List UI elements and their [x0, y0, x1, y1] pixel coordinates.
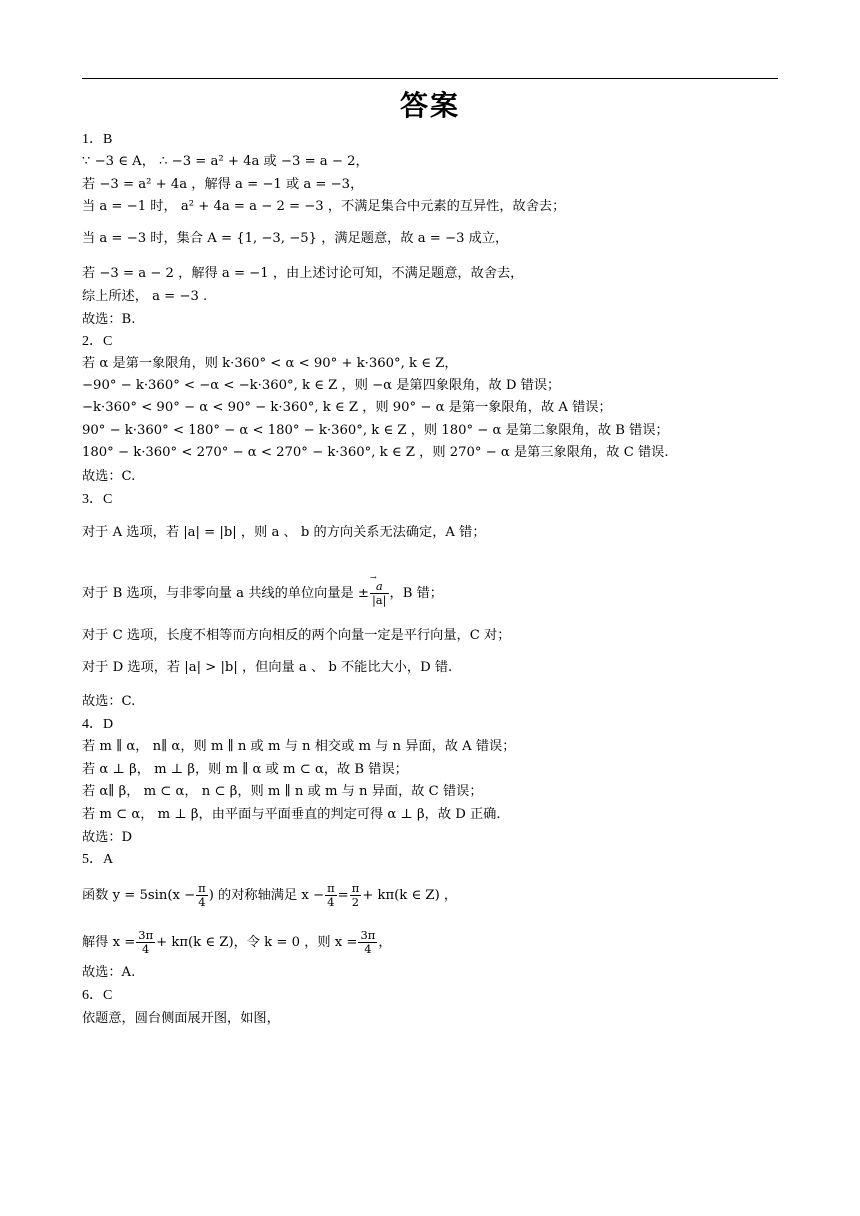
q1-line-4: 当 a = −3 时，集合 A = {1, −3, −5} ，满足题意，故 a = −3 成立，: [82, 231, 509, 246]
q4-answer: 4．D: [82, 717, 114, 732]
q3-line-2-text-a: 对于 B 选项，与非零向量 a 共线的单位向量是 ±: [82, 586, 369, 601]
fraction-numerator: → a: [370, 580, 389, 594]
fraction-numerator: 3π: [138, 928, 154, 942]
q5-line-1-text-d: + kπ(k ∈ Z) ，: [362, 888, 458, 903]
q2-line-5: 180° − k·360° < 270° − α < 270° − k·360°, k ∈ Z ，则 270° − α 是第三象限角，故 C 错误.: [82, 445, 669, 460]
pi-over-4-fraction: [325, 882, 337, 909]
fraction-numerator: 3π: [360, 928, 376, 942]
q5-line-2-text-c: ，: [378, 935, 392, 950]
pi-over-4-fraction: [196, 882, 208, 909]
q6-answer: 6．C: [82, 988, 113, 1003]
q1-line-2: 若 −3 = a² + 4a ，解得 a = −1 或 a = −3，: [82, 177, 364, 192]
q1-line-1: ∵ −3 ∈ A， ∴ −3 = a² + 4a 或 −3 = a − 2，: [82, 154, 369, 169]
fraction-denominator: 4: [364, 942, 372, 956]
q3-answer: 3．C: [82, 492, 113, 507]
q4-line-4: 若 m ⊂ α， m ⊥ β，由平面与平面垂直的判定可得 α ⊥ β，故 D 正确.: [82, 807, 501, 822]
q2-answer: 2．C: [82, 334, 113, 349]
q4-line-5: 故选：D: [82, 830, 133, 845]
q5-line-1-text-b: ) 的对称轴满足 x −: [208, 888, 325, 903]
top-rule: [82, 78, 778, 79]
q5-line-1-text-c: =: [337, 888, 349, 903]
q5-line-2-text-b: + kπ(k ∈ Z)，令 k = 0 ，则 x =: [156, 935, 358, 950]
three-pi-over-4-fraction: [136, 929, 155, 956]
q5-line-2: [82, 929, 392, 956]
fraction-denominator: 4: [327, 895, 335, 909]
q4-line-1: 若 m ∥ α， n∥ α，则 m ∥ n 或 m 与 n 相交或 m 与 n 异面，故 A 错误；: [82, 739, 516, 754]
q6-line-1: 依题意，圆台侧面展开图，如图，: [82, 1011, 280, 1026]
q2-line-4: 90° − k·360° < 180° − α < 180° − k·360°, k ∈ Z ，则 180° − α 是第二象限角，故 B 错误；: [82, 423, 669, 438]
q5-answer: 5．A: [82, 852, 114, 867]
q1-answer: 1．B: [82, 132, 113, 147]
q3-line-5: 故选：C.: [82, 694, 136, 709]
q3-line-3: 对于 C 选项，长度不相等而方向相反的两个向量一定是平行向量，C 对；: [82, 628, 511, 643]
fraction-denominator: 4: [198, 895, 206, 909]
unit-vector-fraction: [370, 580, 389, 607]
q5-line-2-text-a: 解得 x =: [82, 935, 136, 950]
page-title: 答案: [399, 89, 460, 122]
q5-line-1-text-a: 函数 y = 5sin(x −: [82, 888, 196, 903]
q1-line-5: 若 −3 = a − 2 ，解得 a = −1 ，由上述讨论可知，不满足题意，故舍去，: [82, 266, 524, 281]
fraction-numerator: π: [327, 881, 335, 895]
fraction-denominator: 4: [142, 942, 150, 956]
q3-line-2: [82, 580, 443, 607]
q2-line-1: 若 α 是第一象限角，则 k·360° < α < 90° + k·360°, k ∈ Z，: [82, 356, 458, 371]
q3-line-2-text-b: ，B 错；: [389, 586, 443, 601]
q2-line-6: 故选：C.: [82, 469, 136, 484]
q1-line-3: 当 a = −1 时， a² + 4a = a − 2 = −3 ，不满足集合中元素的互异性，故舍去；: [82, 199, 566, 214]
q5-line-3: 故选：A.: [82, 965, 136, 980]
q3-line-4: 对于 D 选项，若 |a| > |b| ，但向量 a 、 b 不能比大小，D 错.: [82, 660, 453, 675]
fraction-denominator: 2: [351, 895, 360, 909]
q3-line-1: 对于 A 选项，若 |a| = |b| ，则 a 、 b 的方向关系无法确定，A 错；: [82, 525, 486, 540]
fraction-numerator: π: [351, 881, 360, 895]
q4-line-3: 若 α∥ β， m ⊂ α， n ⊂ β，则 m ∥ n 或 m 与 n 异面，故 C 错误；: [82, 784, 483, 799]
fraction-denominator: |a|: [371, 593, 387, 607]
q5-line-1: [82, 882, 457, 909]
q1-line-7: 故选：B.: [82, 312, 136, 327]
pi-over-2-fraction: [350, 882, 362, 909]
q2-line-3: −k·360° < 90° − α < 90° − k·360°, k ∈ Z ，则 90° − α 是第一象限角，故 A 错误；: [82, 400, 612, 415]
three-pi-over-4-fraction: [358, 929, 377, 956]
fraction-numerator: π: [198, 881, 206, 895]
q1-line-6: 综上所述， a = −3 .: [82, 289, 208, 304]
q2-line-2: −90° − k·360° < −α < −k·360°, k ∈ Z ，则 −α 是第四象限角，故 D 错误；: [82, 378, 561, 393]
q4-line-2: 若 α ⊥ β， m ⊥ β，则 m ∥ α 或 m ⊂ α，故 B 错误；: [82, 762, 408, 777]
